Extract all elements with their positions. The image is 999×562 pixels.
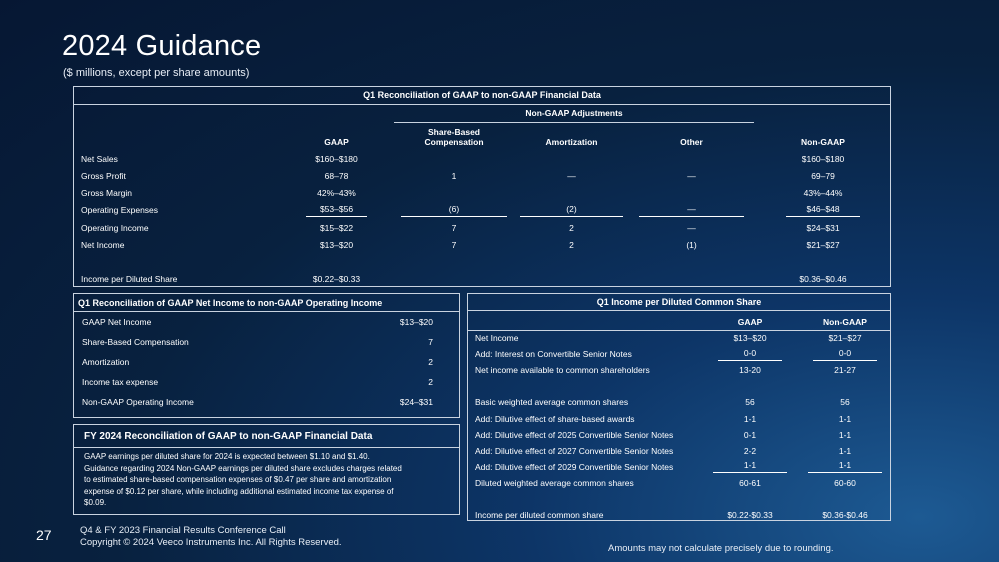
page-number: 27	[36, 527, 52, 543]
table-row: Basic weighted average common shares 56 56	[475, 397, 850, 408]
table-title: Q1 Reconciliation of GAAP Net Income to non-GAAP Operating Income	[74, 294, 459, 312]
col-non-gaap: Non-GAAP	[801, 137, 845, 148]
col-non-gaap: Non-GAAP	[800, 311, 890, 330]
table-row: Diluted weighted average common shares 60-61 60-60	[475, 477, 856, 488]
table-row: Add: Dilutive effect of 2025 Convertible Senior Notes 0-1 1-1	[475, 429, 852, 440]
col-sbc-line2: Compensation	[424, 137, 484, 148]
page-title: 2024 Guidance	[62, 30, 262, 62]
col-amortization: Amortization	[545, 137, 598, 148]
rounding-note: Amounts may not calculate precisely due to rounding.	[608, 543, 834, 554]
page-subtitle: ($ millions, except per share amounts)	[63, 67, 250, 79]
table-row: Add: Dilutive effect of 2029 Convertible Senior Notes 1-1 1-1	[468, 459, 890, 475]
fy-2024-reconciliation-box	[73, 424, 460, 515]
col-gaap: GAAP	[324, 137, 349, 148]
table-row: Gross Margin 42%–43% 43%–44%	[81, 188, 843, 199]
table-row: Income tax expense 2	[82, 377, 433, 387]
table-row: Net income available to common shareholders 13-20 21-27	[475, 365, 856, 376]
table-row: Net Income $13–$20 7 2 (1) $21–$27	[81, 239, 840, 250]
footer	[80, 525, 342, 549]
income-per-diluted-share-table	[467, 293, 891, 521]
table-row: Add: Interest on Convertible Senior Notes 0-0 0-0	[468, 346, 890, 362]
fy-box-title: FY 2024 Reconciliation of GAAP to non-GAAP Financial Data	[74, 425, 459, 448]
table-row: Amortization 2	[82, 357, 433, 367]
right-recon-grid	[468, 311, 890, 523]
fy-box-body: GAAP earnings per diluted share for 2024 is expected between $1.10 and $1.40. Guidance regarding 2024 Non-GAAP earnings per diluted share excludes charges related to estimated share-based compensation expenses of $0.47 per share and amortization expense of $0.12 per share, while including additional estimated income tax expense of $0.09.	[84, 452, 402, 508]
reconciliation-grid	[74, 105, 892, 288]
table-title: Q1 Reconciliation of GAAP to non-GAAP Financial Data	[74, 87, 890, 105]
table-row: GAAP Net Income $13–$20	[82, 317, 433, 327]
table-row: Net Income $13–$20 $21–$27	[475, 333, 862, 344]
table-row: Gross Profit 68–78 1 — — 69–79	[81, 170, 835, 181]
col-gaap: GAAP	[700, 311, 800, 330]
col-sbc-line1: Share-Based	[428, 127, 480, 138]
table-title: Q1 Income per Diluted Common Share	[468, 294, 890, 311]
table-row: Add: Dilutive effect of 2027 Convertible Senior Notes 2-2 1-1	[475, 445, 852, 456]
table-row: Operating Income $15–$22 7 2 — $24–$31	[81, 222, 840, 233]
net-income-to-operating-income-table	[73, 293, 460, 418]
table-row: Income per diluted common share $0.22-$0.33 $0.36-$0.46	[475, 510, 868, 521]
table-row: Share-Based Compensation 7	[82, 337, 433, 347]
left-recon-grid	[74, 312, 459, 412]
col-share-based-comp	[394, 122, 514, 150]
table-row: Add: Dilutive effect of share-based awards 1-1 1-1	[475, 413, 852, 424]
footer-copyright: Copyright © 2024 Veeco Instruments Inc. All Rights Reserved.	[80, 537, 342, 548]
non-gaap-adjustments-header: Non-GAAP Adjustments	[394, 105, 754, 122]
footer-line1: Q4 & FY 2023 Financial Results Conference Call	[80, 525, 286, 536]
table-row: Non-GAAP Operating Income $24–$31	[82, 397, 433, 407]
table-row: Income per Diluted Share $0.22–$0.33 $0.36–$0.46	[81, 274, 847, 285]
table-row: Net Sales $160–$180 $160–$180	[81, 153, 845, 164]
gaap-reconciliation-table	[73, 86, 891, 287]
col-other: Other	[680, 137, 703, 148]
table-row: Operating Expenses $53–$56 (6) (2) — $46–$48	[74, 202, 892, 219]
